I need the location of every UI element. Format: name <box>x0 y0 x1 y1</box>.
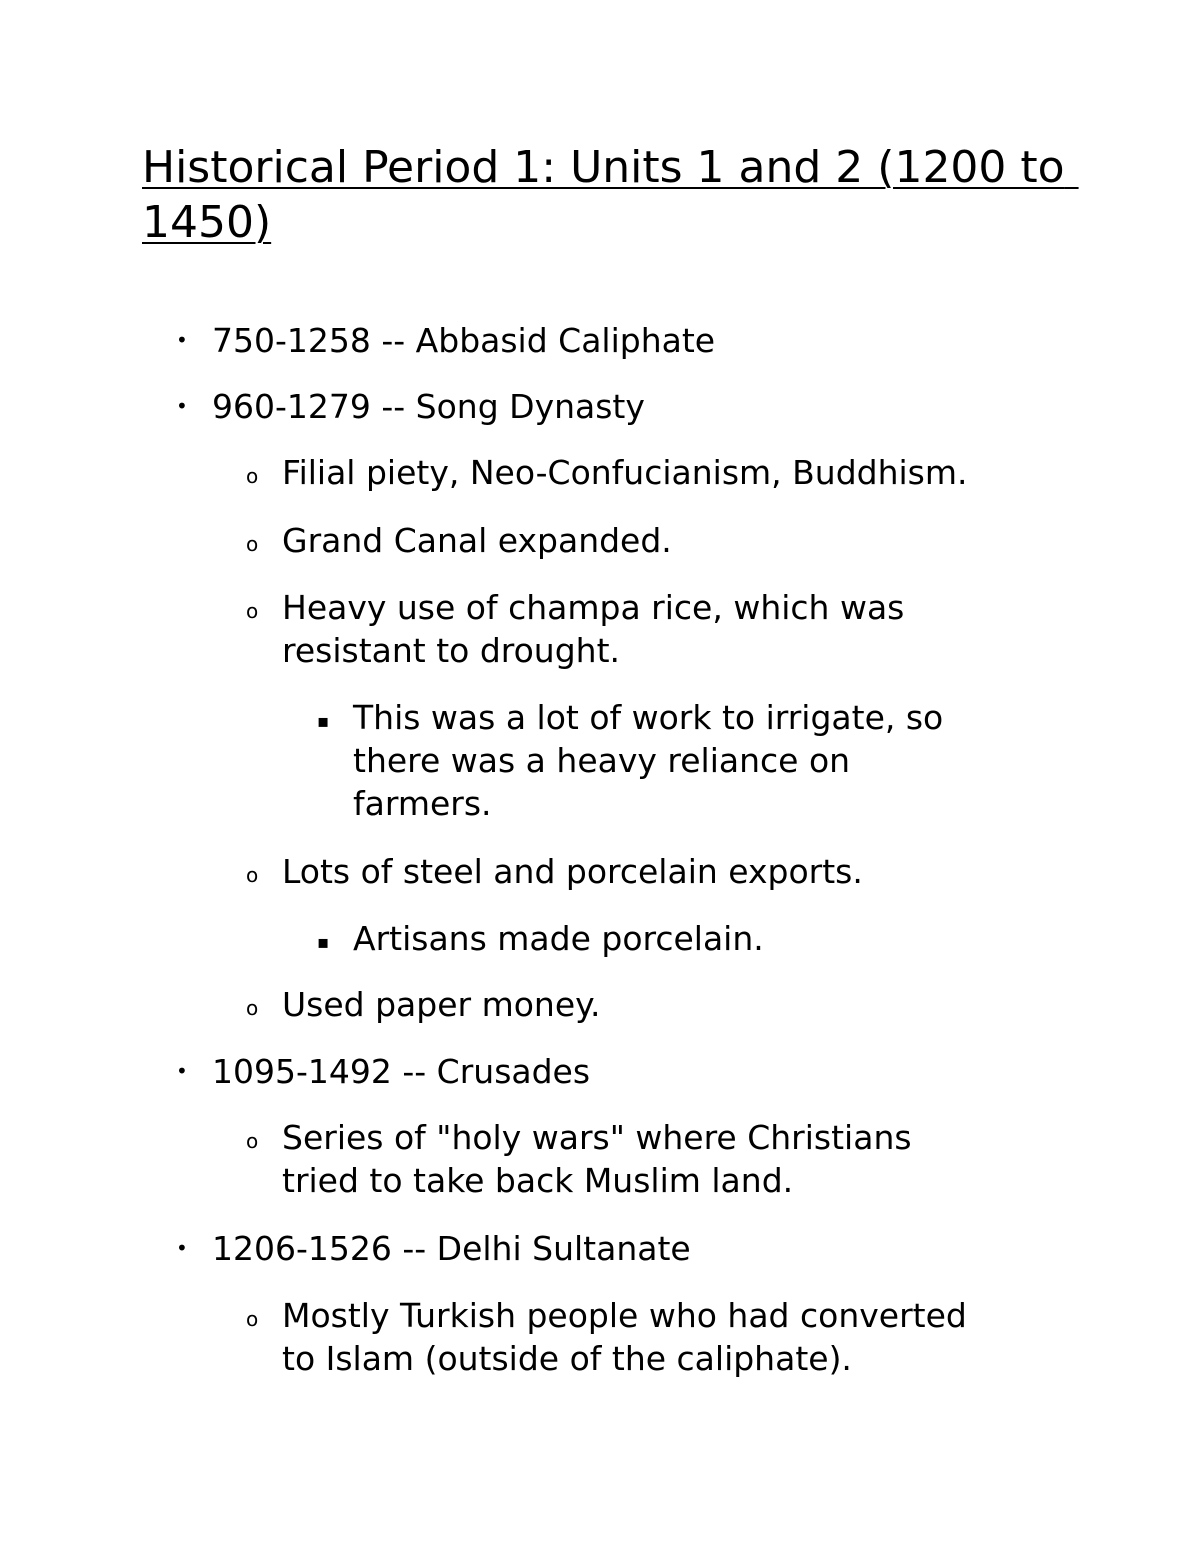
list-item-text: Artisans made porcelain. <box>353 919 764 958</box>
list-item-line: Series of "holy wars" where Christians <box>282 1118 912 1157</box>
list-item-text: 1206-1526 -- Delhi Sultanate <box>212 1229 691 1268</box>
document-title: Historical Period 1: Units 1 and 2 (1200 to 1450) <box>142 142 1079 248</box>
circle-bullet-icon: o <box>246 996 259 1020</box>
list-item-text: Lots of steel and porcelain exports. <box>282 852 863 891</box>
bullet-icon: • <box>176 394 188 418</box>
bullet-icon: • <box>176 1236 188 1260</box>
list-item <box>282 451 968 494</box>
list-item <box>282 1294 967 1380</box>
square-bullet-icon: ▪ <box>317 932 330 953</box>
circle-bullet-icon: o <box>246 464 259 488</box>
list-item-line: to Islam (outside of the caliphate). <box>282 1339 852 1378</box>
list-item-text: 960-1279 -- Song Dynasty <box>212 387 645 426</box>
circle-bullet-icon: o <box>246 863 259 887</box>
square-bullet-icon: ▪ <box>317 711 330 732</box>
list-item-text: Used paper money. <box>282 985 601 1024</box>
list-item-line: tried to take back Muslim land. <box>282 1161 794 1200</box>
list-item <box>212 319 715 362</box>
list-item <box>353 696 943 825</box>
list-item <box>282 1116 912 1202</box>
circle-bullet-icon: o <box>246 599 259 623</box>
circle-bullet-icon: o <box>246 1307 259 1331</box>
bullet-icon: • <box>176 328 188 352</box>
list-item <box>212 1050 590 1093</box>
list-item <box>282 586 904 672</box>
circle-bullet-icon: o <box>246 1129 259 1153</box>
list-item-line: farmers. <box>353 784 492 823</box>
list-item-text: Grand Canal expanded. <box>282 521 672 560</box>
list-item <box>212 385 645 428</box>
list-item <box>282 850 863 893</box>
list-item <box>282 519 672 562</box>
circle-bullet-icon: o <box>246 532 259 556</box>
list-item-line: Mostly Turkish people who had converted <box>282 1296 967 1335</box>
list-item-line: Heavy use of champa rice, which was <box>282 588 905 627</box>
list-item <box>282 983 600 1026</box>
list-item-line: there was a heavy reliance on <box>353 741 851 780</box>
list-item-text: Filial piety, Neo-Confucianism, Buddhism. <box>282 453 968 492</box>
list-item <box>212 1227 691 1270</box>
list-item-text: 750-1258 -- Abbasid Caliphate <box>212 321 716 360</box>
bullet-icon: • <box>176 1059 188 1083</box>
list-item <box>353 917 764 960</box>
list-item-line: This was a lot of work to irrigate, so <box>353 698 944 737</box>
list-item-line: resistant to drought. <box>282 631 621 670</box>
list-item-text: 1095-1492 -- Crusades <box>212 1052 591 1091</box>
